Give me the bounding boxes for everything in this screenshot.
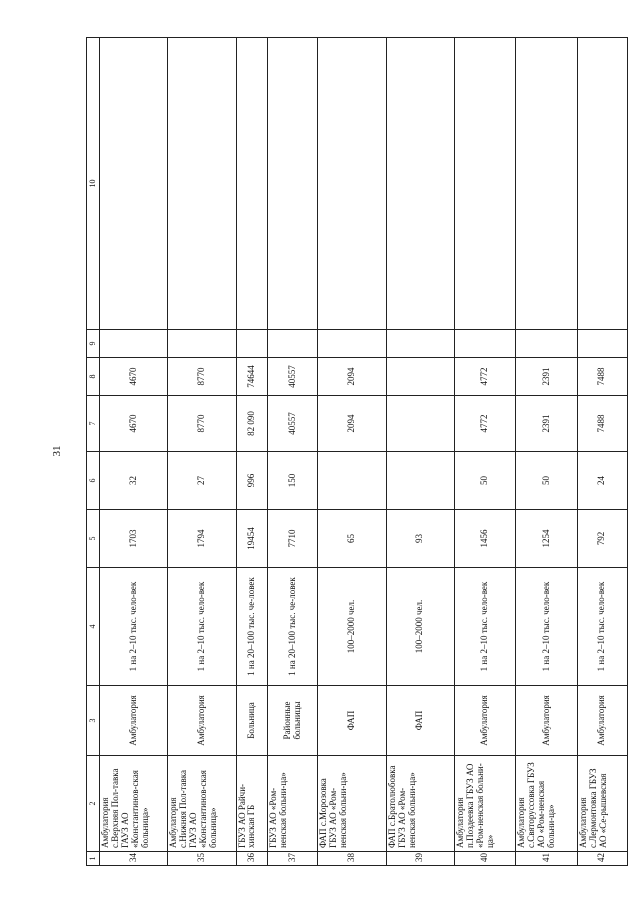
table-row bbox=[386, 38, 454, 866]
table-row bbox=[100, 38, 168, 866]
header-cell: 7 bbox=[87, 396, 100, 452]
service-norm-cell: 1 на 2–10 тыс. чело-век bbox=[577, 568, 627, 686]
col9-value-cell bbox=[516, 330, 577, 358]
service-norm-cell: 1 на 2–10 тыс. чело-век bbox=[168, 568, 236, 686]
col7-value-cell: 7488 bbox=[577, 396, 627, 452]
facility-name-cell: ФАП с.Морозовка ГБУЗ АО «Ром-ненская больни-ца» bbox=[318, 756, 386, 852]
col10-value-cell bbox=[168, 38, 236, 330]
service-norm-cell: 1 на 20–100 тыс. че-ловек bbox=[268, 568, 318, 686]
table-row bbox=[454, 38, 515, 866]
col8-value-cell: 7488 bbox=[577, 358, 627, 396]
population-cell: 1456 bbox=[454, 510, 515, 568]
table-row bbox=[516, 38, 577, 866]
col6-value-cell: 24 bbox=[577, 452, 627, 510]
facility-type-cell: Районные больницы bbox=[268, 686, 318, 756]
rotated-page bbox=[86, 38, 628, 866]
col8-value-cell: 74644 bbox=[236, 358, 268, 396]
header-cell: 6 bbox=[87, 452, 100, 510]
page-number: 31 bbox=[51, 445, 63, 457]
col10-value-cell bbox=[386, 38, 454, 330]
facilities-table bbox=[86, 37, 628, 866]
facility-type-cell: Амбулатория bbox=[168, 686, 236, 756]
population-cell: 1703 bbox=[100, 510, 168, 568]
row-number-cell: 34 bbox=[100, 852, 168, 866]
table-row bbox=[268, 38, 318, 866]
col8-value-cell: 2094 bbox=[318, 358, 386, 396]
col8-value-cell: 8770 bbox=[168, 358, 236, 396]
header-cell: 8 bbox=[87, 358, 100, 396]
facility-type-cell: Амбулатория bbox=[577, 686, 627, 756]
service-norm-cell: 1 на 2–10 тыс. чело-век bbox=[454, 568, 515, 686]
table-row bbox=[168, 38, 236, 866]
facility-type-cell: Больница bbox=[236, 686, 268, 756]
col7-value-cell: 4670 bbox=[100, 396, 168, 452]
facility-name-cell: Амбулатория с.Верхняя Пол-тавка ГАУЗ АО «Константинов-ская больница» bbox=[100, 756, 168, 852]
population-cell: 792 bbox=[577, 510, 627, 568]
facility-type-cell: Амбулатория bbox=[100, 686, 168, 756]
header-cell: 1 bbox=[87, 852, 100, 866]
col10-value-cell bbox=[236, 38, 268, 330]
col6-value-cell: 50 bbox=[516, 452, 577, 510]
col9-value-cell bbox=[168, 330, 236, 358]
service-norm-cell: 1 на 2–10 тыс. чело-век bbox=[516, 568, 577, 686]
row-number-cell: 40 bbox=[454, 852, 515, 866]
facility-name-cell: Амбулатория с.Нижняя Пол-тавка ГАУЗ АО «Константинов-ская больница» bbox=[168, 756, 236, 852]
col7-value-cell: 2391 bbox=[516, 396, 577, 452]
col9-value-cell bbox=[268, 330, 318, 358]
col7-value-cell: 4772 bbox=[454, 396, 515, 452]
col8-value-cell: 4772 bbox=[454, 358, 515, 396]
col7-value-cell: 40557 bbox=[268, 396, 318, 452]
col6-value-cell bbox=[386, 452, 454, 510]
col10-value-cell bbox=[516, 38, 577, 330]
header-cell: 2 bbox=[87, 756, 100, 852]
facility-name-cell: Амбулатория с.Лермонтовка ГБУЗ АО «Се-рышевская bbox=[577, 756, 627, 852]
col9-value-cell bbox=[454, 330, 515, 358]
col8-value-cell: 4670 bbox=[100, 358, 168, 396]
row-number-cell: 39 bbox=[386, 852, 454, 866]
col10-value-cell bbox=[318, 38, 386, 330]
facility-type-cell: ФАП bbox=[386, 686, 454, 756]
col9-value-cell bbox=[577, 330, 627, 358]
service-norm-cell: 1 на 20–100 тыс. че-ловек bbox=[236, 568, 268, 686]
row-number-cell: 38 bbox=[318, 852, 386, 866]
rotated-table-container bbox=[86, 38, 628, 866]
row-number-cell: 36 bbox=[236, 852, 268, 866]
col8-value-cell: 40557 bbox=[268, 358, 318, 396]
row-number-cell: 35 bbox=[168, 852, 236, 866]
population-cell: 1254 bbox=[516, 510, 577, 568]
header-row bbox=[87, 38, 100, 866]
population-cell: 1794 bbox=[168, 510, 236, 568]
col6-value-cell: 996 bbox=[236, 452, 268, 510]
facility-name-cell: ГБУЗ АО «Ром-ненская больни-ца» bbox=[268, 756, 318, 852]
service-norm-cell: 1 на 2–10 тыс. чело-век bbox=[100, 568, 168, 686]
col6-value-cell: 27 bbox=[168, 452, 236, 510]
row-number-cell: 41 bbox=[516, 852, 577, 866]
col8-value-cell bbox=[386, 358, 454, 396]
col6-value-cell: 50 bbox=[454, 452, 515, 510]
col7-value-cell: 8770 bbox=[168, 396, 236, 452]
col6-value-cell: 150 bbox=[268, 452, 318, 510]
header-cell: 3 bbox=[87, 686, 100, 756]
col9-value-cell bbox=[236, 330, 268, 358]
facility-type-cell: Амбулатория bbox=[516, 686, 577, 756]
population-cell: 19454 bbox=[236, 510, 268, 568]
population-cell: 93 bbox=[386, 510, 454, 568]
col8-value-cell: 2391 bbox=[516, 358, 577, 396]
col9-value-cell bbox=[100, 330, 168, 358]
population-cell: 65 bbox=[318, 510, 386, 568]
col10-value-cell bbox=[577, 38, 627, 330]
col7-value-cell bbox=[386, 396, 454, 452]
table-row bbox=[318, 38, 386, 866]
col10-value-cell bbox=[100, 38, 168, 330]
header-cell: 9 bbox=[87, 330, 100, 358]
facility-name-cell: ГБУЗ АО Райчи-хинская ГБ bbox=[236, 756, 268, 852]
table-row bbox=[577, 38, 627, 866]
header-cell: 5 bbox=[87, 510, 100, 568]
header-cell: 4 bbox=[87, 568, 100, 686]
table-row bbox=[236, 38, 268, 866]
col9-value-cell bbox=[318, 330, 386, 358]
service-norm-cell: 100–2000 чел. bbox=[386, 568, 454, 686]
population-cell: 7710 bbox=[268, 510, 318, 568]
col9-value-cell bbox=[386, 330, 454, 358]
row-number-cell: 42 bbox=[577, 852, 627, 866]
row-number-cell: 37 bbox=[268, 852, 318, 866]
facility-name-cell: ФАП с.Братолюбовка ГБУЗ АО «Ром-ненская больни-ца» bbox=[386, 756, 454, 852]
col10-value-cell bbox=[454, 38, 515, 330]
col7-value-cell: 82 090 bbox=[236, 396, 268, 452]
col6-value-cell bbox=[318, 452, 386, 510]
col10-value-cell bbox=[268, 38, 318, 330]
service-norm-cell: 100–2000 чел. bbox=[318, 568, 386, 686]
header-cell: 10 bbox=[87, 38, 100, 330]
facility-type-cell: Амбулатория bbox=[454, 686, 515, 756]
col6-value-cell: 32 bbox=[100, 452, 168, 510]
col7-value-cell: 2094 bbox=[318, 396, 386, 452]
facility-name-cell: Амбулатория с.Святоруссовка ГБУЗ АО «Ром-ненская больни-ца» bbox=[516, 756, 577, 852]
facility-name-cell: Амбулатория п.Поздеевка ГБУЗ АО «Ром-ненская больни-ца» bbox=[454, 756, 515, 852]
facility-type-cell: ФАП bbox=[318, 686, 386, 756]
